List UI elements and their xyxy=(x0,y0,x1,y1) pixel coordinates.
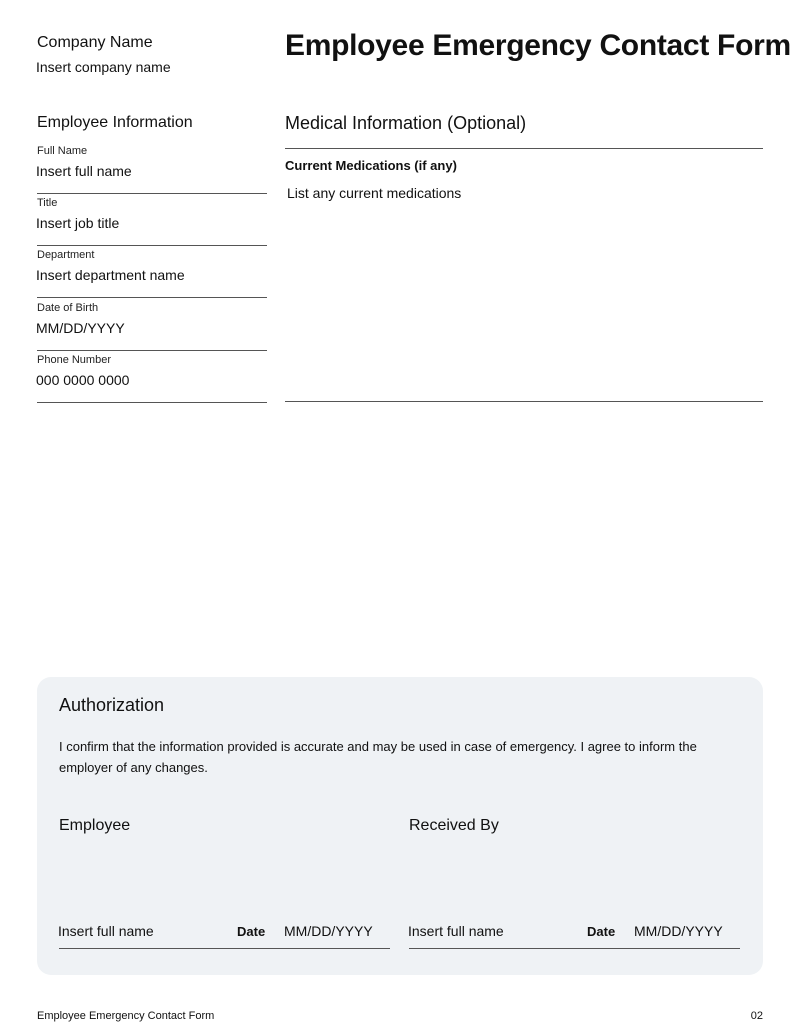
received-by-signature-line xyxy=(409,948,740,949)
current-medications-field[interactable]: List any current medications xyxy=(287,185,462,201)
authorization-heading: Authorization xyxy=(59,695,165,715)
received-by-heading: Received By xyxy=(409,817,499,834)
authorization-panel xyxy=(37,677,763,975)
department-field[interactable] xyxy=(37,249,267,298)
company-name-field[interactable]: Insert company name xyxy=(36,59,171,75)
employee-information-heading: Employee Information xyxy=(37,114,193,131)
employee-date-label: Date xyxy=(237,924,266,939)
date-of-birth-field[interactable] xyxy=(37,302,267,351)
full-name-value[interactable]: Insert full name xyxy=(36,163,132,179)
medical-information-heading: Medical Information (Optional) xyxy=(285,113,527,133)
employee-signature-heading: Employee xyxy=(59,817,131,834)
title-value[interactable]: Insert job title xyxy=(36,215,120,231)
phone-number-value[interactable]: 000 0000 0000 xyxy=(36,372,130,388)
employee-signature-name[interactable]: Insert full name xyxy=(58,923,154,939)
department-label: Department xyxy=(37,249,95,261)
current-medications-label: Current Medications (if any) xyxy=(285,158,457,173)
phone-number-field[interactable] xyxy=(37,354,267,403)
full-name-field[interactable] xyxy=(37,145,267,194)
department-value[interactable]: Insert department name xyxy=(36,267,185,283)
divider xyxy=(285,401,763,402)
employee-signature-line xyxy=(59,948,390,949)
received-by-date-label: Date xyxy=(587,924,616,939)
phone-number-label: Phone Number xyxy=(37,354,111,366)
divider xyxy=(285,148,763,149)
date-of-birth-label: Date of Birth xyxy=(37,302,99,314)
authorization-statement: I confirm that the information provided is accurate and may be used in case of emergency. I agree to inform the employer of any changes. xyxy=(59,739,697,775)
page-number: 02 xyxy=(750,1010,763,1022)
page-title: Employee Emergency Contact Form xyxy=(285,29,791,62)
title-field[interactable] xyxy=(37,197,267,246)
title-label: Title xyxy=(37,197,58,209)
date-of-birth-value[interactable]: MM/DD/YYYY xyxy=(36,320,125,336)
full-name-label: Full Name xyxy=(37,145,88,157)
received-by-date-field[interactable]: MM/DD/YYYY xyxy=(634,923,723,939)
company-name-label: Company Name xyxy=(37,34,153,51)
footer-title: Employee Emergency Contact Form xyxy=(37,1010,215,1022)
employee-date-field[interactable]: MM/DD/YYYY xyxy=(284,923,373,939)
received-by-name[interactable]: Insert full name xyxy=(408,923,504,939)
